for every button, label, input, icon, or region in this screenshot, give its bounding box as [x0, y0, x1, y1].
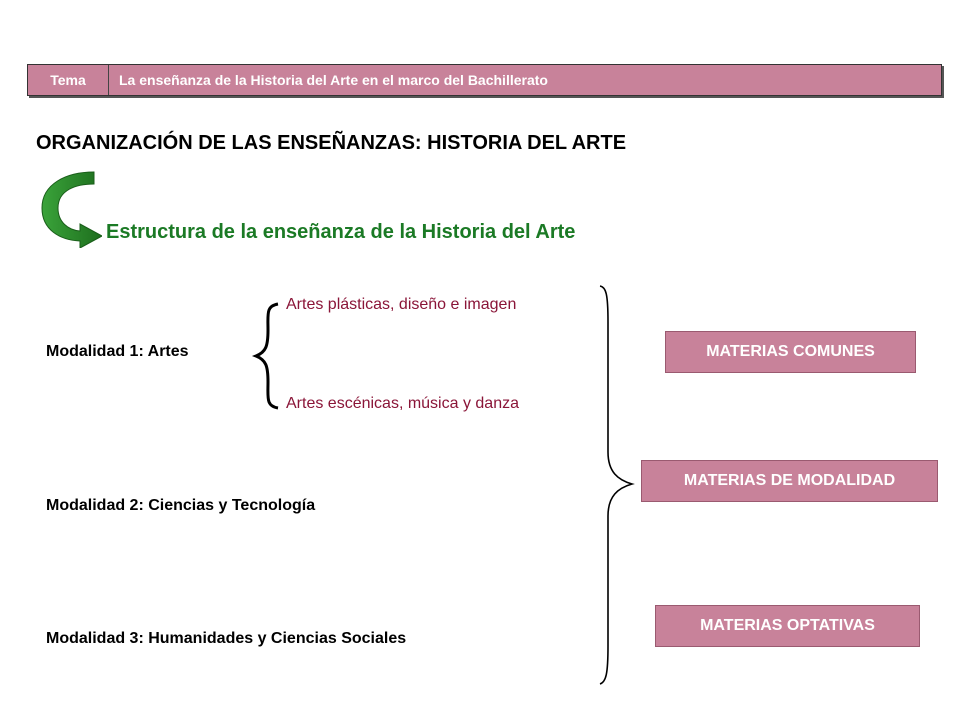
modality-2-label: Modalidad 2: Ciencias y Tecnología — [46, 497, 316, 514]
modality-1-option-1: Artes plásticas, diseño e imagen — [286, 296, 517, 313]
subject-box-modalidad: MATERIAS DE MODALIDAD — [641, 460, 938, 502]
subject-box-optativas: MATERIAS OPTATIVAS — [655, 605, 920, 647]
modality-1-brace-icon — [250, 300, 282, 412]
subject-box-comunes: MATERIAS COMUNES — [665, 331, 916, 373]
header-label: Tema — [28, 65, 109, 95]
subjects-brace-icon — [598, 282, 638, 690]
modality-1-label: Modalidad 1: Artes — [46, 343, 189, 360]
modality-3-label: Modalidad 3: Humanidades y Ciencias Sociales — [46, 630, 407, 647]
curved-arrow-icon — [36, 168, 102, 248]
page-title: ORGANIZACIÓN DE LAS ENSEÑANZAS: HISTORIA DEL ARTE — [36, 132, 627, 154]
header-bar — [27, 64, 942, 96]
page-subtitle: Estructura de la enseñanza de la Historia del Arte — [106, 221, 576, 243]
modality-1-option-2: Artes escénicas, música y danza — [286, 395, 519, 412]
header-topic: La enseñanza de la Historia del Arte en el marco del Bachillerato — [109, 65, 941, 95]
